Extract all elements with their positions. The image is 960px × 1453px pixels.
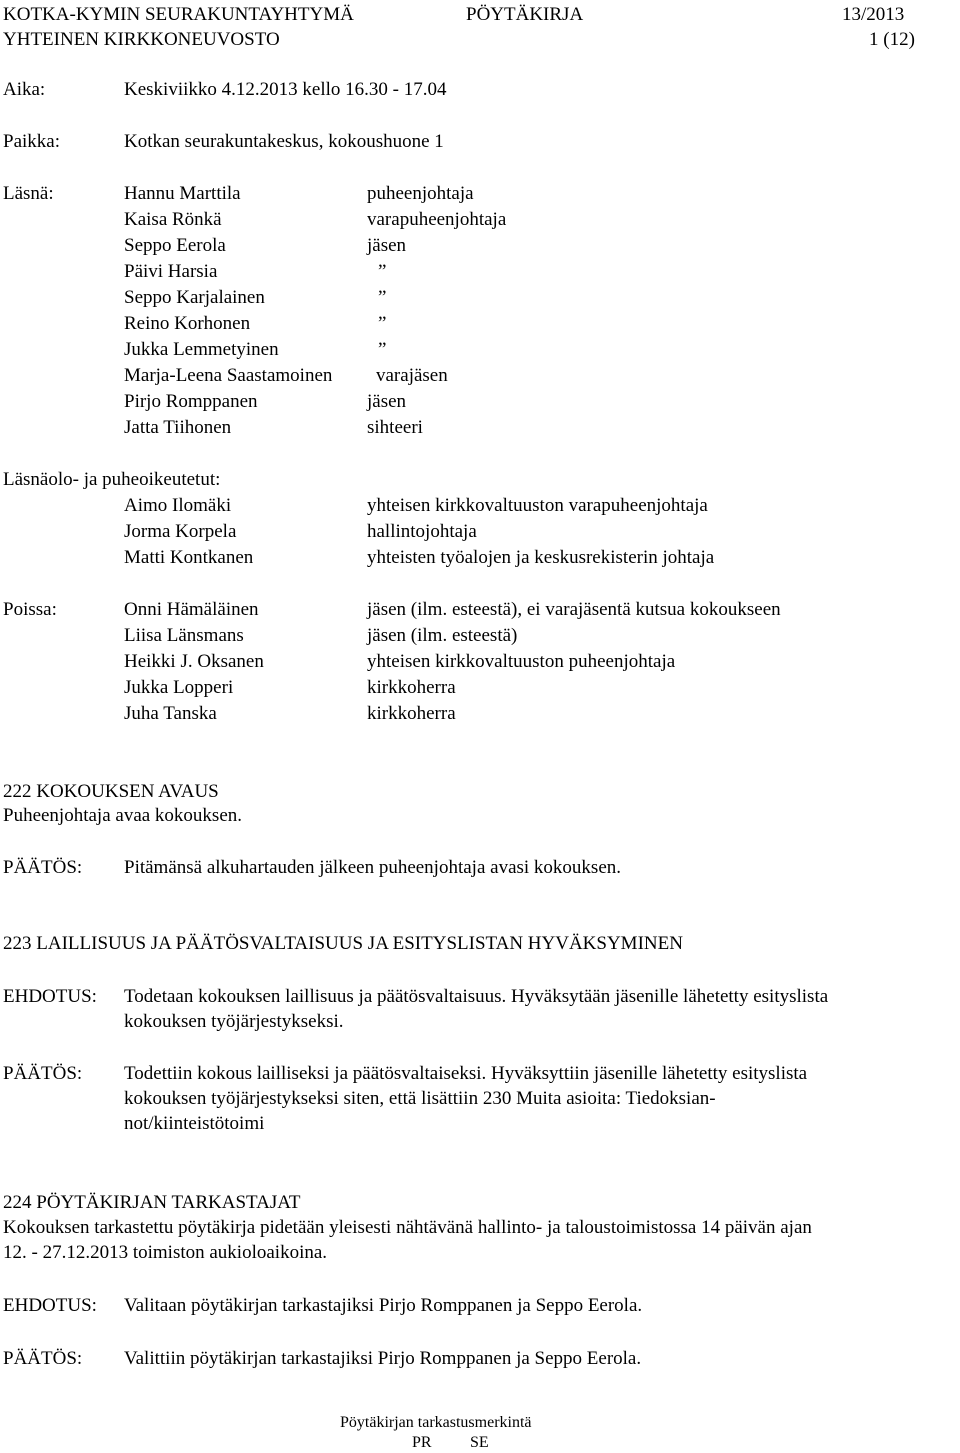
present-name: Jatta Tiihonen [124, 417, 232, 438]
section-222-decision-label: PÄÄTÖS: [3, 857, 83, 878]
present-role: jäsen [367, 235, 407, 256]
footer-initials-pr: PR [412, 1434, 432, 1451]
absent-role: jäsen (ilm. esteestä), ei varajäsentä kutsua kokoukseen [367, 599, 781, 620]
org-name: KOTKA-KYMIN SEURAKUNTAYHTYMÄ [3, 4, 354, 25]
present-label: Läsnä: [3, 183, 54, 204]
doc-number: 13/2013 [842, 4, 905, 25]
absent-label: Poissa: [3, 599, 57, 620]
present-name: Kaisa Rönkä [124, 209, 222, 230]
section-222-text: Puheenjohtaja avaa kokouksen. [3, 805, 243, 826]
present-name: Marja-Leena Saastamoinen [124, 365, 333, 386]
section-224-proposal: Valitaan pöytäkirjan tarkastajiksi Pirjo Romppanen ja Seppo Eerola. [124, 1295, 643, 1316]
entitled-label: Läsnäolo- ja puheoikeutetut: [3, 469, 221, 490]
entitled-name: Matti Kontkanen [124, 547, 254, 568]
time-label: Aika: [3, 79, 46, 100]
absent-name: Liisa Länsmans [124, 625, 244, 646]
section-223-proposal-label: EHDOTUS: [3, 986, 97, 1007]
present-role: puheenjohtaja [367, 183, 474, 204]
section-224-decision: Valittiin pöytäkirjan tarkastajiksi Pirjo Romppanen ja Seppo Eerola. [124, 1348, 642, 1369]
present-role-ditto: ” [378, 339, 387, 360]
absent-name: Jukka Lopperi [124, 677, 234, 698]
present-name: Seppo Karjalainen [124, 287, 265, 308]
section-223-decision-line: kokouksen työjärjestykseksi siten, että lisättiin 230 Muita asioita: Tiedoksian- [124, 1088, 716, 1109]
present-name: Jukka Lemmetyinen [124, 339, 279, 360]
entitled-role: yhteisen kirkkovaltuuston varapuheenjohtaja [367, 495, 708, 516]
section-222-decision: Pitämänsä alkuhartauden jälkeen puheenjohtaja avasi kokouksen. [124, 857, 622, 878]
present-role-ditto: ” [378, 261, 387, 282]
section-224-text-line: 12. - 27.12.2013 toimiston aukioloaikoina. [3, 1242, 328, 1263]
present-name: Reino Korhonen [124, 313, 251, 334]
absent-role: jäsen (ilm. esteestä) [367, 625, 518, 646]
section-222-heading: 222 KOKOUKSEN AVAUS [3, 781, 219, 802]
section-224-heading: 224 PÖYTÄKIRJAN TARKASTAJAT [3, 1192, 301, 1213]
absent-role: kirkkoherra [367, 677, 456, 698]
org-subname: YHTEINEN KIRKKONEUVOSTO [3, 29, 280, 50]
present-role-ditto: ” [378, 313, 387, 334]
page-number: 1 (12) [869, 29, 915, 50]
place-value: Kotkan seurakuntakeskus, kokoushuone 1 [124, 131, 444, 152]
section-223-decision-line: not/kiinteistötoimi [124, 1113, 265, 1134]
absent-role: yhteisen kirkkovaltuuston puheenjohtaja [367, 651, 676, 672]
absent-name: Onni Hämäläinen [124, 599, 259, 620]
doc-type: PÖYTÄKIRJA [466, 4, 584, 25]
present-name: Päivi Harsia [124, 261, 218, 282]
present-name: Hannu Marttila [124, 183, 241, 204]
absent-name: Heikki J. Oksanen [124, 651, 264, 672]
time-value: Keskiviikko 4.12.2013 kello 16.30 - 17.04 [124, 79, 447, 100]
present-role: sihteeri [367, 417, 423, 438]
section-223-decision-label: PÄÄTÖS: [3, 1063, 83, 1084]
present-role-ditto: ” [378, 287, 387, 308]
present-role: jäsen [367, 391, 407, 412]
present-name: Pirjo Romppanen [124, 391, 258, 412]
section-224-proposal-label: EHDOTUS: [3, 1295, 97, 1316]
footer-label: Pöytäkirjan tarkastusmerkintä [340, 1414, 532, 1431]
section-223-proposal-line: Todetaan kokouksen laillisuus ja päätösvaltaisuus. Hyväksytään jäsenille lähetetty esityslista [124, 986, 829, 1007]
present-role: varajäsen [376, 365, 448, 386]
section-223-proposal-line: kokouksen työjärjestykseksi. [124, 1011, 344, 1032]
place-label: Paikka: [3, 131, 60, 152]
section-223-heading: 223 LAILLISUUS JA PÄÄTÖSVALTAISUUS JA ESITYSLISTAN HYVÄKSYMINEN [3, 933, 683, 954]
entitled-role: hallintojohtaja [367, 521, 477, 542]
present-name: Seppo Eerola [124, 235, 226, 256]
entitled-name: Jorma Korpela [124, 521, 237, 542]
entitled-name: Aimo Ilomäki [124, 495, 232, 516]
absent-name: Juha Tanska [124, 703, 217, 724]
section-223-decision-line: Todettiin kokous lailliseksi ja päätösvaltaiseksi. Hyväksyttiin jäsenille lähetetty esityslista [124, 1063, 808, 1084]
absent-role: kirkkoherra [367, 703, 456, 724]
section-224-text-line: Kokouksen tarkastettu pöytäkirja pidetään yleisesti nähtävänä hallinto- ja taloustoimistossa 14 päivän ajan [3, 1217, 812, 1238]
entitled-role: yhteisten työalojen ja keskusrekisterin johtaja [367, 547, 715, 568]
footer-initials-se: SE [470, 1434, 489, 1451]
section-224-decision-label: PÄÄTÖS: [3, 1348, 83, 1369]
present-role: varapuheenjohtaja [367, 209, 507, 230]
